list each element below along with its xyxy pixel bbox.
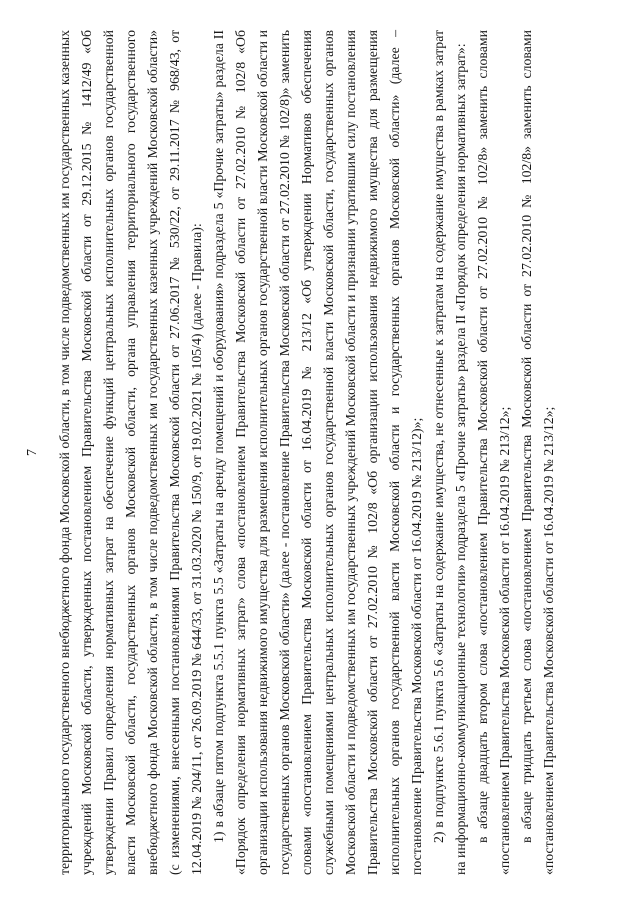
paragraph-intro: территориального государственного внебюджетного фонда Московской области, в том числе подведомственных им государственных казенных учреждений Московской области, утвержденных постановлением Правительства Московской области от 29.12.2015 № 1412/49 «Об утверждении Правил определения нормативных затрат на обеспечение функций центральных исполнительных органов государственной власти Московской области, государственных органов Московской области, органа управления территориального государственного внебюджетного фонда Московской области, в том числе подведомственных им государственных казенных учреждений Московской области» (с изменениями, внесенными постановлениями Правительства Московской области от 27.06.2017 № 530/22, от 29.11.2017 № 968/43, от 12.04.2019 № 204/11, от 26.09.2019 № 644/33, от 31.03.2020 № 150/9, от 19.02.2021 № 105/4) (далее - Правила):: [57, 30, 204, 875]
paragraph-abzac-22: в абзаце двадцать втором слова «постановлением Правительства Московской области от 27.02.2010 № 102/8» заменить словами «постановлением Правительства Московской области от 16.04.2019 № 213/12»;: [475, 30, 512, 875]
paragraph-abzac-33: в абзаце тридцать третьем слова «постановлением Правительства Московской области от 27.02.2010 № 102/8» заменить словами «постановлением Правительства Московской области от 16.04.2019 № 213/12»;: [519, 30, 556, 875]
paragraph-item-1: 1) в абзаце пятом подпункта 5.5.1 пункта 5.5 «Затраты на аренду помещений и оборудования» подраздела 5 «Прочие затраты» раздела II «Порядок определения нормативных затрат» слова «постановлением Правительства Московской области от 27.02.2010 № 102/8 «Об организации использования недвижимого имущества для размещения исполнительных органов государственной власти Московской области и государственных органов Московской области» (далее - постановление Правительства Московской области от 27.02.2010 № 102/8)» заменить словами «постановлением Правительства Московской области от 16.04.2019 № 213/12 «Об утверждении Нормативов обеспечения служебными помещениями центральных исполнительных органов государственной власти Московской области, государственных органов Московской области и подведомственных им государственных учреждений Московской области и признании утратившим силу постановления Правительства Московской области от 27.02.2010 № 102/8 «Об организации использования недвижимого имущества для размещения исполнительных органов государственной власти Московской области и государственных органов Московской области» (далее – постановление Правительства Московской области от 16.04.2019 № 213/12)»;: [211, 30, 424, 875]
document-page: [22, 30, 560, 875]
page-number: 7: [25, 449, 40, 456]
paragraph-item-2: 2) в подпункте 5.6.1 пункта 5.6 «Затраты на содержание имущества, не отнесенные к затратам на содержание имущества в рамках затрат на информационно-коммуникационные технологии» подраздела 5 «Прочие затраты» раздела II «Порядок определения нормативных затрат»:: [431, 30, 468, 875]
